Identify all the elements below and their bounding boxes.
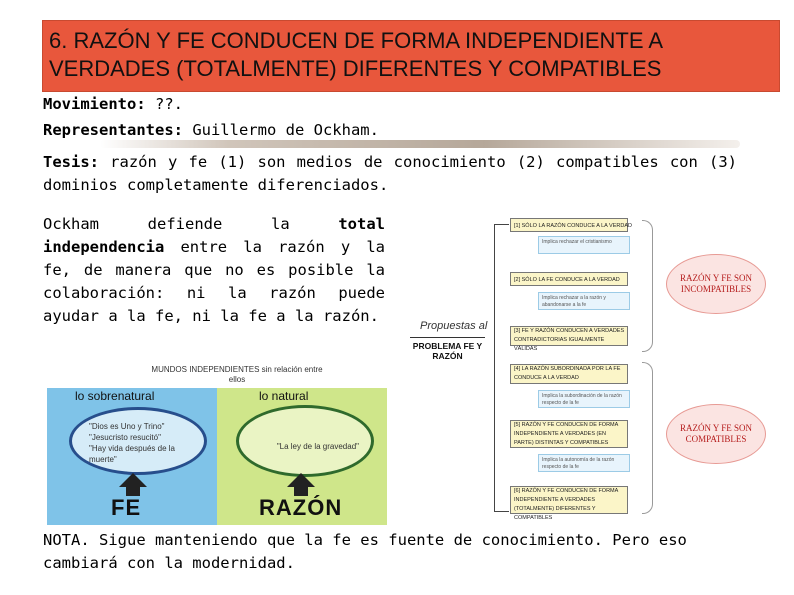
movimiento-label: Movimiento:: [43, 95, 146, 113]
representantes-line: [43, 119, 379, 141]
natural-label: lo natural: [259, 389, 309, 403]
movimiento-value: ??.: [145, 95, 183, 113]
proposal-box-3: [3] FE Y RAZÓN CONDUCEN A VERDADES CONTRADICTORIAS IGUALMENTE VÁLIDAS: [510, 326, 628, 346]
razon-word: RAZÓN: [259, 495, 343, 520]
faith-truth-3: "Hay vida después de la muerte": [89, 444, 176, 464]
proposal-box-2: [2] SÓLO LA FE CONDUCE A LA VERDAD: [510, 272, 628, 286]
proposal-box-1: [1] SÓLO LA RAZÓN CONDUCE A LA VERDAD: [510, 218, 628, 232]
proposals-diagram: [410, 212, 780, 520]
illustration-caption: MUNDOS INDEPENDIENTES sin relación entre ellos: [151, 365, 323, 384]
diagram-heading: Propuestas al: [420, 320, 488, 332]
para-bold: total independencia: [43, 215, 385, 256]
faith-truth-2: "Jesucristo resucitó": [89, 433, 161, 442]
proposal-sub-1: Implica rechazar el cristianismo: [538, 236, 630, 254]
incompatible-oval: RAZÓN Y FE SON INCOMPATIBLES: [666, 254, 766, 314]
independence-illustration: [47, 365, 387, 525]
proposal-sub-3: Implica la subordinación de la razón respecto de la fe: [538, 390, 630, 408]
proposal-box-4: [4] LA RAZÓN SUBORDINADA POR LA FE CONDUCE A LA VERDAD: [510, 364, 628, 384]
diagram-problem: PROBLEMA FE Y RAZÓN: [410, 337, 485, 365]
proposal-sub-2: Implica rechazar a la razón y abandonarse a la fe: [538, 292, 630, 310]
proposal-box-6: [6] RAZÓN Y FE CONDUCEN DE FORMA INDEPENDIENTE A VERDADES (TOTALMENTE) DIFERENTES Y COMPATIBLES: [510, 486, 628, 514]
para-part2: entre la razón y la fe, de manera que no es posible la colaboración: ni la razón puede ayudar a la fe, ni la fe a la razón.: [43, 238, 385, 325]
diagram-bracket: [494, 224, 509, 512]
para-part1: Ockham defiende la: [43, 215, 339, 233]
proposal-box-5: [5] RAZÓN Y FE CONDUCEN DE FORMA INDEPENDIENTE A VERDADES (EN PARTE) DISTINTAS Y COMPATIBLES: [510, 420, 628, 448]
ockham-paragraph: [43, 213, 385, 328]
reason-truth: "La ley de la gravedad": [276, 442, 359, 451]
reason-arrow-icon: [287, 473, 315, 487]
compatible-oval: RAZÓN Y FE SON COMPATIBLES: [666, 404, 766, 464]
slide-title: 6. RAZÓN Y FE CONDUCEN DE FORMA INDEPENDIENTE A VERDADES (TOTALMENTE) DIFERENTES Y COMPATIBLES: [42, 20, 780, 92]
tesis-paragraph: [43, 151, 737, 197]
tesis-value: razón y fe (1) son medios de conocimiento (2) compatibles con (3) dominios completamente diferenciados.: [43, 153, 737, 194]
incompatible-brace: [642, 220, 653, 352]
note-paragraph: NOTA. Sigue manteniendo que la fe es fuente de conocimiento. Pero eso cambiará con la modernidad.: [43, 531, 687, 572]
faith-truths: [89, 421, 189, 465]
representantes-value: Guillermo de Ockham.: [182, 121, 379, 139]
decorative-brush-stroke: [100, 140, 740, 148]
compatible-brace: [642, 362, 653, 514]
supernatural-label: lo sobrenatural: [75, 389, 155, 403]
faith-arrow-icon: [119, 473, 147, 487]
representantes-label: Representantes:: [43, 121, 183, 139]
movimiento-line: [43, 93, 183, 115]
faith-truth-1: "Dios es Uno y Trino": [89, 422, 165, 431]
fe-word: FE: [111, 495, 142, 520]
proposal-sub-4: Implica la autonomía de la razón respecto de la fe: [538, 454, 630, 472]
tesis-label: Tesis:: [43, 153, 99, 171]
